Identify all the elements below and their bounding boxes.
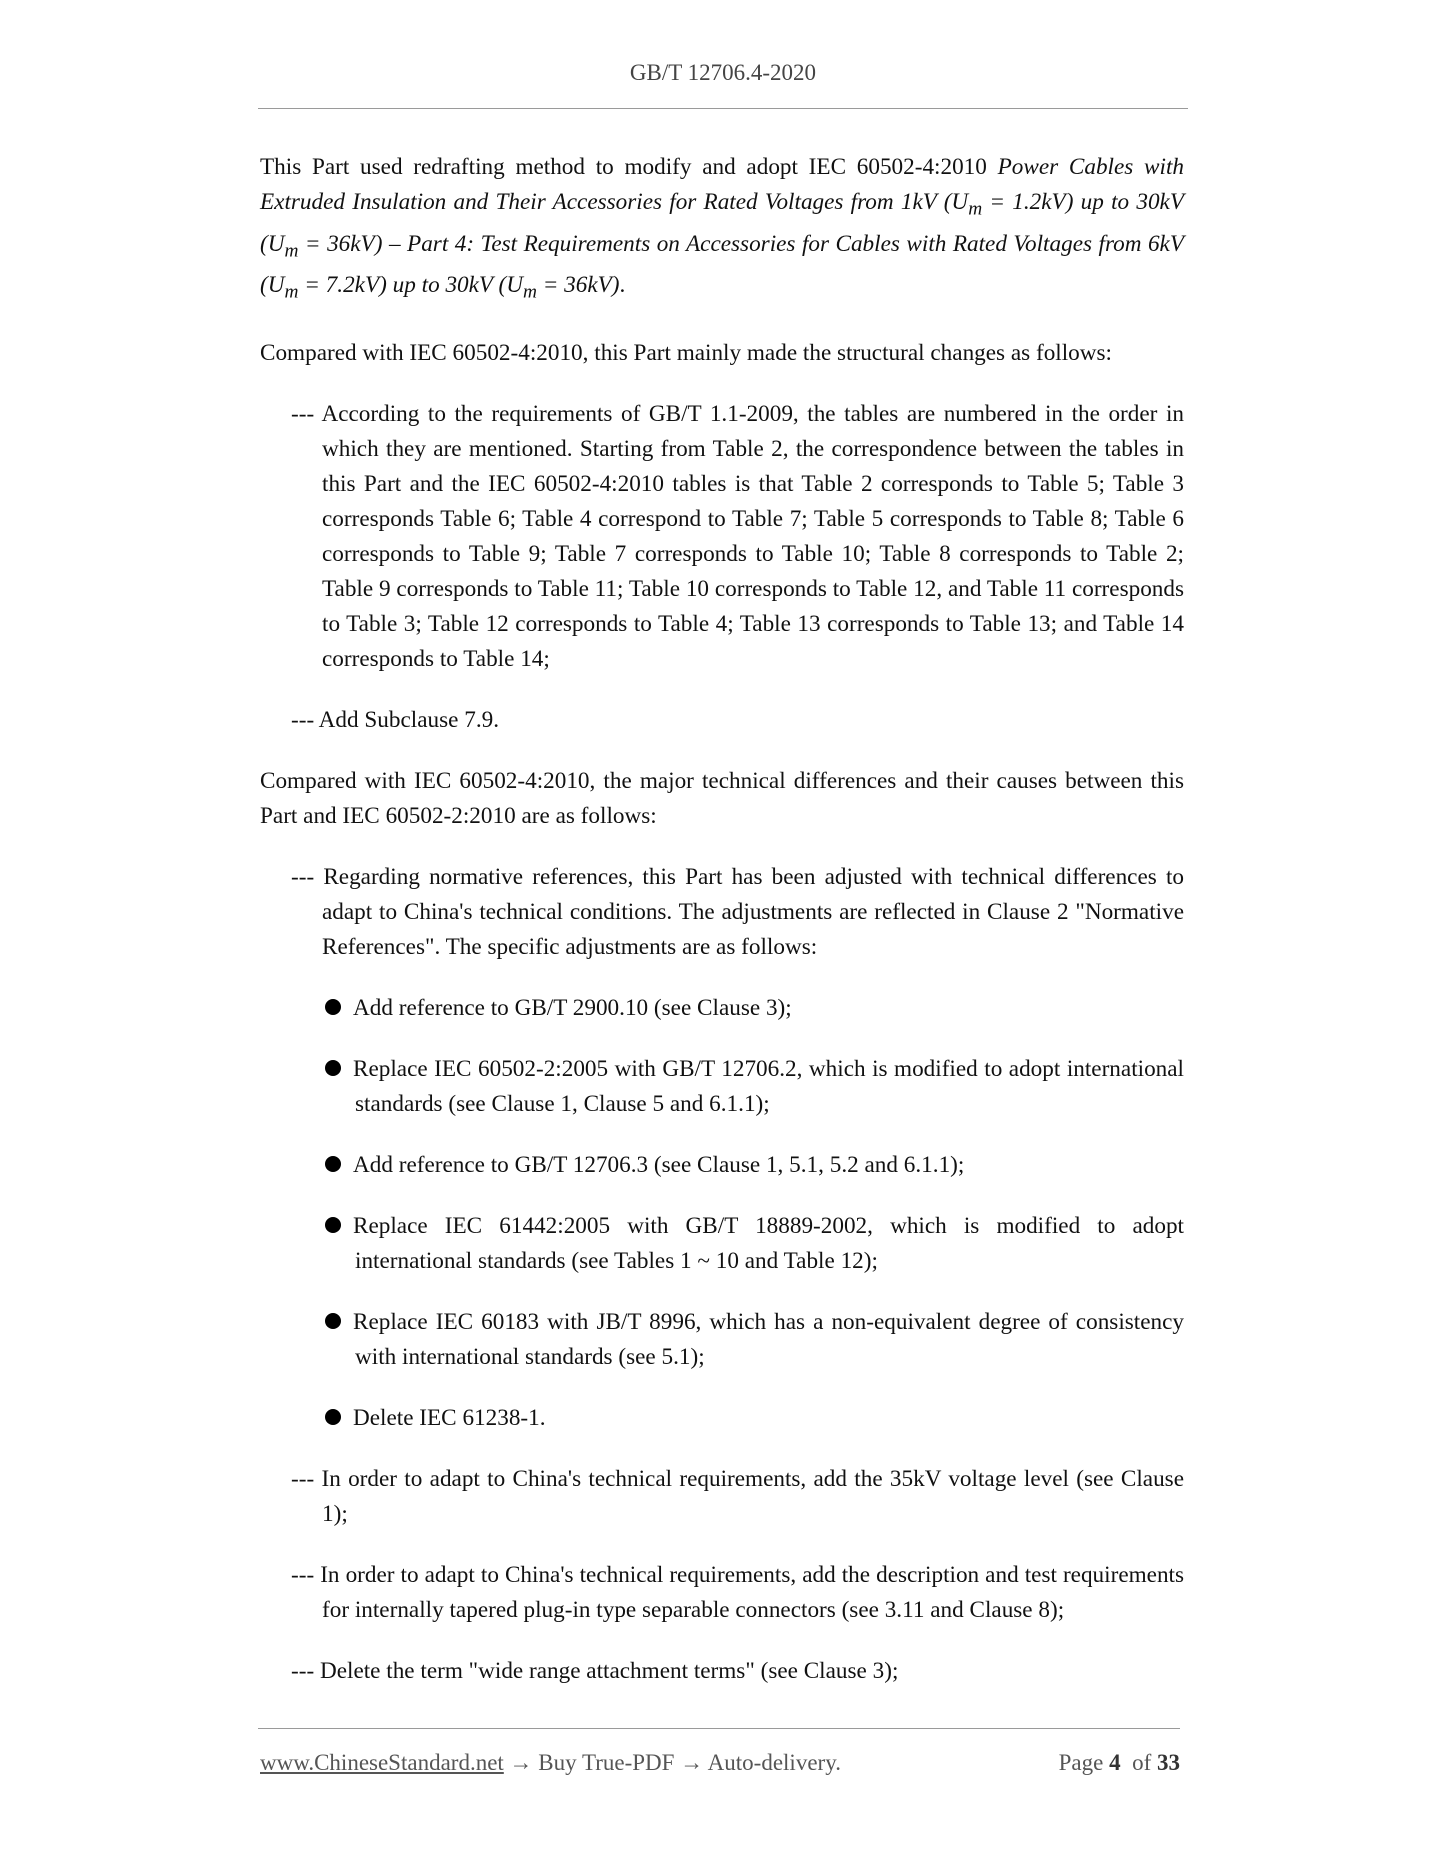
footer-divider [258,1728,1180,1729]
technical-item: --- In order to adapt to China's technical requirements, add the 35kV voltage level (see Clause 1); [291,1465,1184,1527]
current-page: 4 [1109,1750,1121,1775]
structural-item: --- Add Subclause 7.9. [291,706,500,733]
header-divider [258,108,1188,109]
delivery-text: Auto-delivery. [707,1750,841,1775]
structural-item: --- According to the requirements of GB/T 1.1-2009, the tables are numbered in the order in which they are mentioned. Starting from Table 2, the correspondence between the tables in this Part and the IEC 60502-4:2010 tables is that Table 2 corresponds to Table 5; Table 3 corresponds Table 6; Table 4 correspond to Table 7; Table 5 corresponds to Table 8; Table 6 corresponds to Table 9; Table 7 corresponds to Table 10; Table 8 corresponds to Table 2; Table 9 corresponds to Table 11; Table 10 corresponds to Table 12, and Table 11 corresponds to Table 3; Table 12 corresponds to Table 4; Table 13 corresponds to Table 13; and Table 14 corresponds to Table 14; [291,400,1184,672]
bullet-icon [325,1060,341,1076]
intro-paragraph: This Part used redrafting method to modify and adopt IEC 60502-4:2010 Power Cables with Extruded Insulation and Their Accessories for Rated Voltages from 1kV $(U_m = 1.2kV)$ up to 30kV $(U_m = 36kV)$ – Part 4: Test Requirements on Accessories for Cables with Rated Voltages from 6kV $(U_m = 7.2kV)$ up to 30kV $(U_m = 36kV)$. [260,154,1184,303]
bullet-item: Replace IEC 60502-2:2005 with GB/T 12706.2, which is modified to adopt international standards (see Clause 1, Clause 5 and 6.1.1); [260,1052,1184,1122]
standard-title: Power Cables with Extruded Insulation and Their Accessories for Rated Voltages from 1kV $(U_m = 1.2kV)$ up to 30kV $(U_m = 36kV)$ – Part 4: Test Requirements on Accessories for Cables with Rated Voltages from 6kV $(U_m = 7.2kV)$ up to 30kV $(U_m = 36kV)$ [260,154,1184,303]
bullet-item: Replace IEC 60183 with JB/T 8996, which has a non-equivalent degree of consistency with international standards (see 5.1); [260,1305,1184,1375]
bullet-item: Delete IEC 61238-1. [260,1401,1184,1436]
bullet-icon [325,1156,341,1172]
bullet-item: Add reference to GB/T 2900.10 (see Clause 3); [260,991,1184,1026]
total-pages: 33 [1157,1750,1180,1775]
technical-differences-intro: Compared with IEC 60502-4:2010, the major technical differences and their causes between this Part and IEC 60502-2:2010 are as follows: [260,767,1184,829]
bullet-icon [325,1217,341,1233]
bullet-icon [325,1409,341,1425]
website-link[interactable]: www.ChineseStandard.net [260,1750,504,1775]
page-indicator: Page 4 of 33 [1058,1750,1180,1775]
page-body [260,150,1184,1715]
bullet-item: Replace IEC 61442:2005 with GB/T 18889-2002, which is modified to adopt international standards (see Tables 1 ~ 10 and Table 12); [260,1209,1184,1279]
bullet-icon [325,1313,341,1329]
document-header: GB/T 12706.4-2020 [629,60,817,85]
buy-pdf-text: Buy True-PDF [538,1750,675,1775]
technical-item: --- Delete the term "wide range attachment terms" (see Clause 3); [291,1657,899,1684]
bullet-icon [325,999,341,1015]
technical-item: --- Regarding normative references, this Part has been adjusted with technical differences to adapt to China's technical conditions. The adjustments are reflected in Clause 2 "Normative References". The specific adjustments are as follows: [291,863,1184,960]
bullet-item: Add reference to GB/T 12706.3 (see Clause 1, 5.1, 5.2 and 6.1.1); [260,1148,1184,1183]
technical-item: --- In order to adapt to China's technical requirements, add the description and test requirements for internally tapered plug-in type separable connectors (see 3.11 and Clause 8); [291,1561,1184,1623]
footer-left: www.ChineseStandard.net → Buy True-PDF → Auto-delivery. [260,1750,841,1775]
structural-changes-intro: Compared with IEC 60502-4:2010, this Part mainly made the structural changes as follows: [260,339,1112,366]
